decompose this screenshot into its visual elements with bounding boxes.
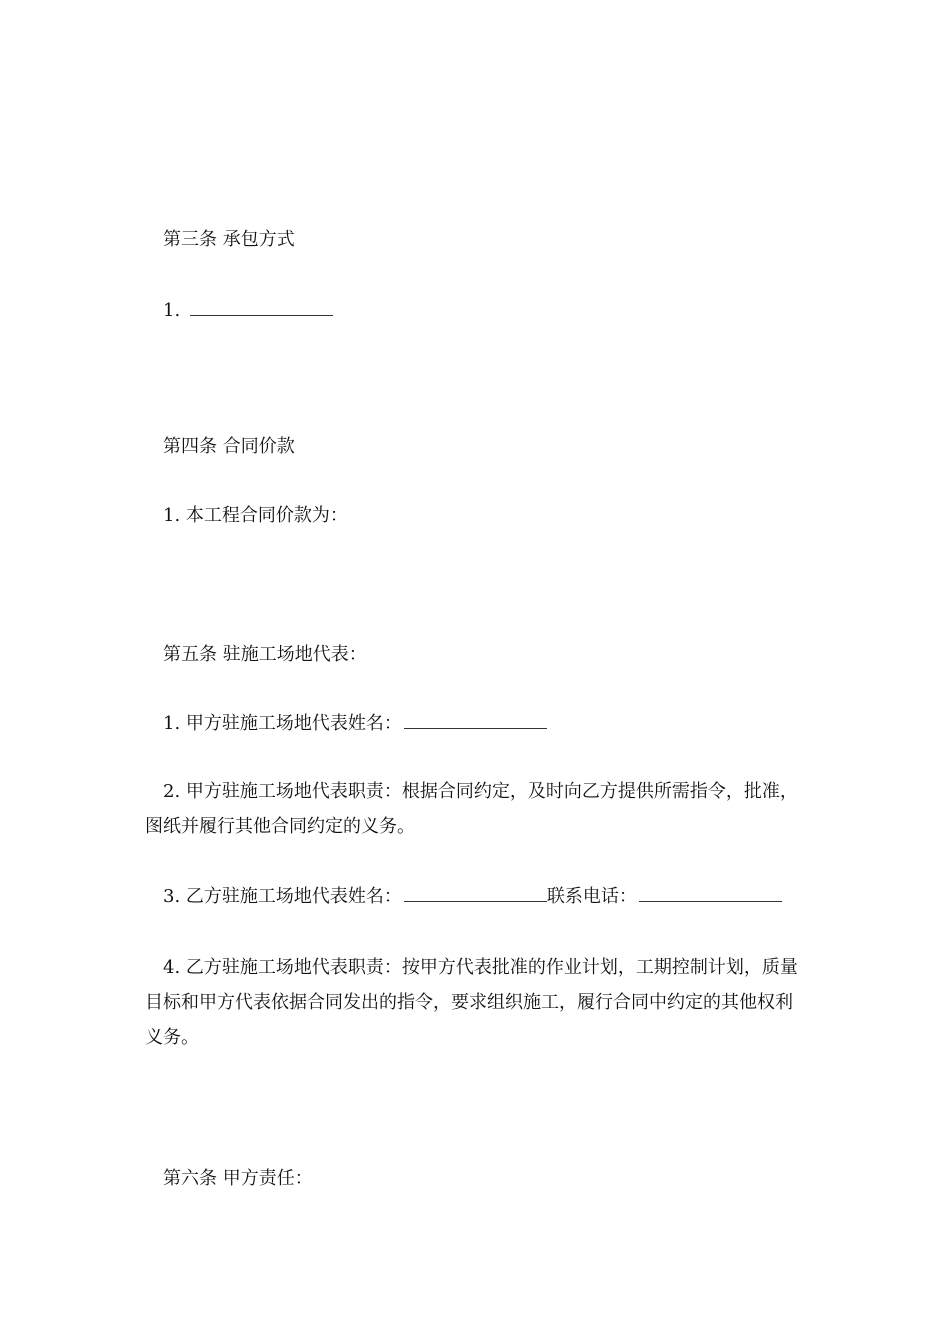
article-5-item-3-name-blank[interactable]	[404, 881, 547, 902]
article-5-heading: 第五条 驻施工场地代表：	[163, 644, 367, 665]
article-4-item-1: 1. 本工程合同价款为：	[163, 505, 348, 526]
article-5-item-1	[163, 707, 828, 741]
article-3-item-1-blank[interactable]	[190, 295, 333, 316]
article-4-heading: 第四条 合同价款	[163, 436, 295, 457]
article-3-item-1	[163, 294, 828, 328]
article-6-heading: 第六条 甲方责任：	[163, 1168, 313, 1189]
article-5-item-4: 4. 乙方驻施工场地代表职责：按甲方代表批准的作业计划，工期控制计划，质量目标和甲方代表依据合同发出的指令，要求组织施工，履行合同中约定的其他权利义务。	[145, 957, 798, 1048]
article-5-item-3	[163, 880, 828, 914]
article-5-item-2: 2. 甲方驻施工场地代表职责：根据合同约定，及时向乙方提供所需指令，批准，图纸并履行其他合同约定的义务。	[145, 781, 798, 837]
article-3-heading: 第三条 承包方式	[163, 229, 295, 250]
article-5-item-3-phone-blank[interactable]	[639, 881, 782, 902]
article-5-item-3-label: 3. 乙方驻施工场地代表姓名：	[163, 886, 402, 907]
article-5-item-1-label: 1. 甲方驻施工场地代表姓名：	[163, 713, 402, 734]
article-3-item-1-number: 1.	[163, 300, 181, 321]
article-5-item-1-blank[interactable]	[404, 708, 547, 729]
article-5-item-3-phone-label: 联系电话：	[546, 886, 637, 907]
